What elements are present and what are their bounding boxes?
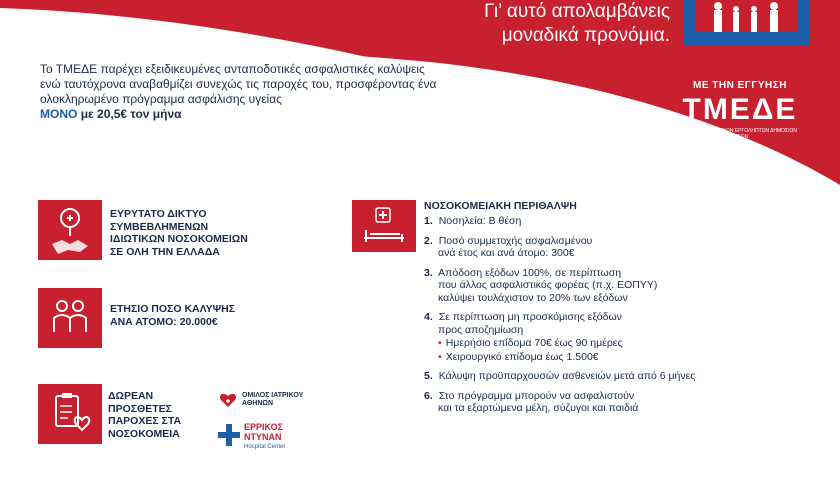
hero-line-2: μοναδικά προνόμια. bbox=[501, 25, 670, 46]
benefit-coverage bbox=[110, 303, 235, 328]
guarantee-label: ΜΕ ΤΗΝ ΕΓΓΥΗΣΗ bbox=[693, 80, 787, 91]
benefit-free bbox=[108, 390, 181, 440]
hospital-list bbox=[424, 215, 824, 422]
partner-2-line: ΕΡΡΙΚΟΣ bbox=[244, 422, 283, 432]
benefit-free-line: ΠΡΟΣΘΕΤΕΣ bbox=[108, 402, 172, 415]
benefit-network-line: ΙΔΙΩΤΙΚΩΝ ΝΟΣΟΚΟΜΕΙΩΝ bbox=[110, 233, 248, 245]
sub-item: • Χειρουργικό επίδομα έως 1.500€ bbox=[438, 350, 599, 363]
hero-tagline bbox=[420, 0, 670, 48]
benefit-free-line: ΔΩΡΕΑΝ bbox=[108, 390, 154, 402]
list-item bbox=[424, 311, 824, 363]
item-text: Απόδοση εξόδων 100%, σε περίπτωση bbox=[438, 266, 622, 279]
tmede-tagline: ΤΑΜΕΙΟ ΜΗΧΑΝΙΚΩΝ ΕΡΓΟΛΗΠΤΩΝ ΔΗΜΟΣΙΩΝ ΕΡΓΩΝ bbox=[683, 128, 797, 140]
hospital-title: ΝΟΣΟΚΟΜΕΙΑΚΗ ΠΕΡΙΘΑΛΨΗ bbox=[424, 200, 577, 212]
item-text: και τα εξαρτώμενα μέλη, σύζυγοι και παιδιά bbox=[438, 402, 639, 414]
benefit-network bbox=[110, 208, 248, 258]
benefit-coverage-line: ΑΝΑ ΑΤΟΜΟ: 20.000€ bbox=[110, 315, 218, 328]
intro-mono: ΜΟΝΟ bbox=[40, 107, 78, 121]
list-item bbox=[424, 390, 824, 415]
benefit-network-line: ΕΥΡΥΤΑΤΟ ΔΙΚΤΥΟ bbox=[110, 208, 207, 220]
item-text: που άλλος ασφαλιστικός φορέας (π.χ. ΕΟΠΥΥ) bbox=[438, 279, 658, 291]
item-text: καλύψει τουλάχιστον το 20% των εξόδων bbox=[438, 291, 628, 304]
partner-1-line: ΑΘΗΝΩΝ bbox=[242, 400, 274, 407]
map-pin-greece-icon bbox=[38, 200, 102, 260]
benefit-free-line: ΠΑΡΟΧΕΣ ΣΤΑ bbox=[108, 415, 182, 427]
item-text: Ποσό συμμετοχής ασφαλισμένου bbox=[438, 234, 593, 247]
list-item bbox=[424, 235, 824, 260]
item-number: 5. bbox=[424, 370, 433, 382]
partner-dunant-logo bbox=[218, 420, 328, 456]
intro-paragraph bbox=[40, 62, 440, 122]
partner-2-line: Hospital Center bbox=[244, 444, 286, 450]
partner-1-line: ΟΜΙΛΟΣ ΙΑΤΡΙΚΟΥ bbox=[242, 392, 304, 399]
list-item bbox=[424, 267, 824, 305]
sub-item: • Ημερήσιο επίδομα 70€ έως 90 ημέρες bbox=[438, 337, 623, 349]
benefit-network-line: ΣΥΜΒΕΒΛΗΜΕΝΩΝ bbox=[110, 220, 209, 233]
benefit-free-line: ΝΟΣΟΚΟΜΕΙΑ bbox=[108, 427, 180, 440]
partner-2-line: ΝΤΥΝΑΝ bbox=[244, 432, 282, 442]
cross-logo-icon bbox=[218, 424, 240, 446]
benefit-coverage-line: ΕΤΗΣΙΟ ΠΟΣΟ ΚΑΛΥΨΗΣ bbox=[110, 303, 236, 315]
family-silhouette-icon bbox=[696, 0, 798, 32]
item-number: 4. bbox=[424, 311, 433, 323]
family-image bbox=[684, 0, 810, 46]
tmede-logo: ΤΜΕΔΕ bbox=[682, 93, 798, 126]
intro-price: με 20,5€ τον μήνα bbox=[80, 107, 182, 121]
people-icon bbox=[38, 288, 102, 348]
hero-line-1: Γι’ αυτό απολαμβάνεις bbox=[484, 1, 670, 22]
item-text: Κάλυψη προϋπαρχουσών ασθενειών μετά από 6 μήνες bbox=[438, 370, 696, 382]
item-number: 2. bbox=[424, 234, 433, 247]
item-text: Σε περίπτωση μη προσκόμισης εξόδων bbox=[438, 311, 622, 323]
guarantee-logo bbox=[680, 80, 800, 140]
item-number: 6. bbox=[424, 389, 433, 402]
item-text: ανά έτος και ανά άτομο: 300€ bbox=[438, 247, 575, 259]
item-number: 1. bbox=[424, 215, 433, 227]
intro-text: Το ΤΜΕΔΕ παρέχει εξειδικευμένες ανταποδοτικές ασφαλιστικές καλύψεις ενώ ταυτόχρονα αναβαθμίζει συνεχώς τις παροχές του, προσφέροντας ένα ολοκληρωμένο πρόγραμμα ασφάλισης υγείας bbox=[40, 62, 437, 106]
benefit-network-line: ΣΕ ΟΛΗ ΤΗΝ ΕΛΛΑΔΑ bbox=[110, 245, 220, 258]
partner-iatriko-logo bbox=[218, 388, 328, 418]
sub-item-text: Χειρουργικό επίδομα έως 1.500€ bbox=[445, 350, 599, 363]
list-item bbox=[424, 215, 824, 228]
hospital-bed-icon bbox=[352, 200, 416, 252]
item-text: προς αποζημίωση bbox=[438, 323, 524, 336]
item-number: 3. bbox=[424, 266, 433, 279]
sub-item-text: Ημερήσιο επίδομα 70€ έως 90 ημέρες bbox=[445, 337, 623, 349]
list-item bbox=[424, 370, 824, 383]
item-text: Νοσηλεία: Β θέση bbox=[438, 215, 522, 227]
family-photo bbox=[696, 0, 798, 32]
item-text: Στο πρόγραμμα μπορούν να ασφαλιστούν bbox=[438, 389, 635, 402]
heart-logo-icon bbox=[218, 390, 238, 410]
clipboard-heart-icon bbox=[38, 384, 102, 444]
